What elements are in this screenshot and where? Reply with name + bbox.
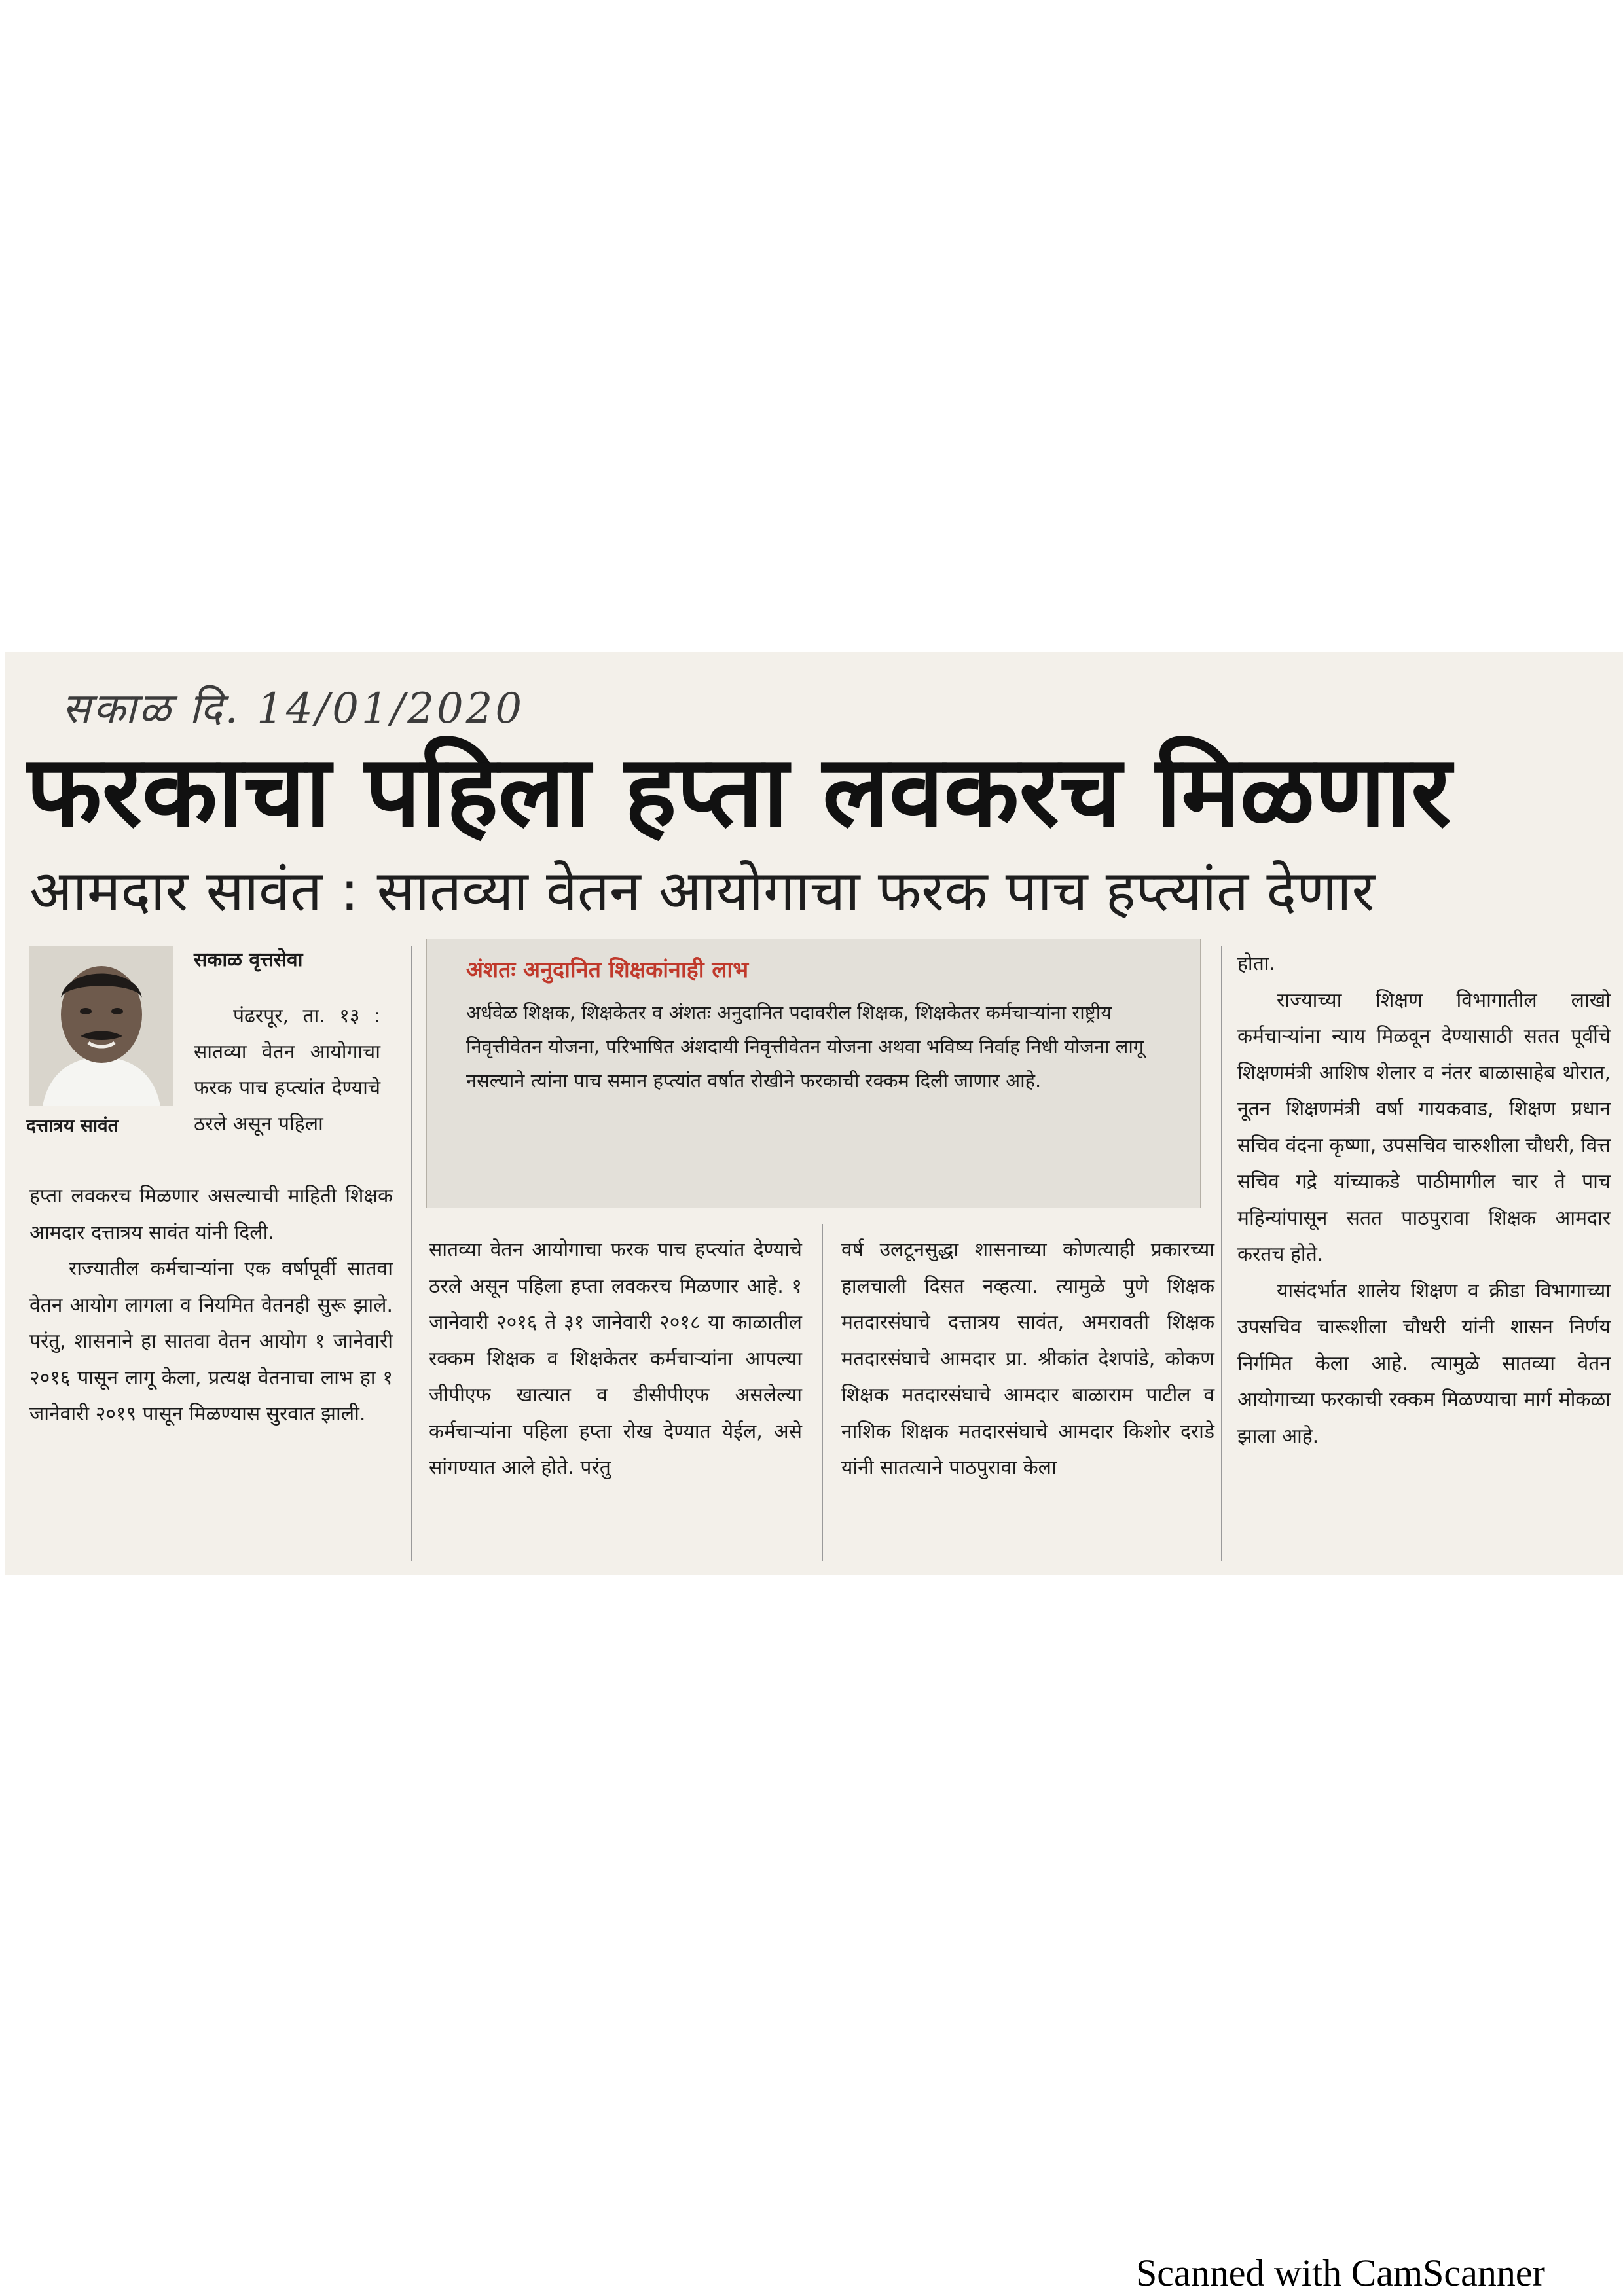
column-divider [411,946,412,1561]
column-divider [822,1224,823,1561]
box-title: अंशतः अनुदानित शिक्षकांनाही लाभ [466,957,749,983]
photo-caption: दत्तात्रय सावंत [26,1115,119,1136]
person-portrait-icon [29,946,173,1106]
sidebar-box [426,939,1201,1208]
column-1-paragraph-1: हप्ता लवकरच मिळणार असल्याची माहिती शिक्षक आमदार दत्तात्रय सावंत यांनी दिली. [29,1185,393,1244]
column-2-paragraph: सातव्या वेतन आयोगाचा फरक पाच हप्त्यांत देण्याचे ठरले असून पहिला हप्ता लवकरच मिळणार आहे. १ जानेवारी २०१६ ते ३१ जानेवारी २०१८ या काळातील रक्कम शिक्षक व शिक्षकेतर कर्मचाऱ्यांना आपल्या जीपीएफ खात्यात व डीसीपीएफ असलेल्या कर्मचाऱ्यांना पहिला हप्ता रोख देण्यात येईल, असे सांगण्यात आले होते. परंतु [429,1238,802,1479]
article-intro [194,998,380,1142]
column-4-paragraph-2: यासंदर्भात शालेय शिक्षण व क्रीडा विभागाच्या उपसचिव चारूशीला चौधरी यांनी शासन निर्णय निर्गमित केला आहे. त्यामुळे सातव्या वेतन आयोगाच्या फरकाची रक्कम मिळण्याचा मार्ग मोकळा झाला आहे. [1237,1279,1611,1448]
dateline-location: पंढरपूर, ता. [233,1005,325,1028]
article-column-1 [29,1178,393,1433]
article-column-3 [841,1232,1214,1486]
article-column-2 [429,1232,802,1486]
column-4-paragraph-1: राज्याच्या शिक्षण विभागातील लाखो कर्मचाऱ्यांना न्याय मिळवून देण्यासाठी सतत पूर्वीचे शिक्षणमंत्री आशिष शेलार व नंतर बाळासाहेब थोरात, नूतन शिक्षणमंत्री वर्षा गायकवाड, शिक्षण प्रधान सचिव वंदना कृष्णा, उपसचिव चारुशीला चौधरी, वित्त सचिव गद्रे यांच्याकडे पाठीमागील चार ते पाच महिन्यांपासून सतत पाठपुरावा शिक्षक आमदार करतच होते. [1237,988,1611,1266]
box-text: अर्धवेळ शिक्षक, शिक्षकेतर व अंशतः अनुदानित पदावरील शिक्षक, शिक्षकेतर कर्मचाऱ्यांना राष्ट्रीय निवृत्तीवेतन योजना, परिभाषित अंशदायी निवृत्तीवेतन योजना अथवा भविष्य निर्वाह निधी योजना लागू नसल्याने त्यांना पाच समान हप्त्यांत वर्षात रोखीने फरकाची रक्कम दिली जाणार आहे. [466,1001,1144,1092]
article-column-4 [1237,946,1611,1454]
column-1-paragraph-2: राज्यातील कर्मचाऱ्यांना एक वर्षापूर्वी सातवा वेतन आयोग लागला व नियमित वेतनही सुरू झाले. परंतु, शासनाने हा सातवा वेतन आयोग १ जानेवारी २०१६ पासून लागू केला, प्रत्यक्ष वेतनाचा लाभ हा १ जानेवारी २०१९ पासून मिळण्यास सुरवात झाली. [29,1257,393,1426]
column-3-paragraph: वर्ष उलटूनसुद्धा शासनाच्या कोणत्याही प्रकारच्या हालचाली दिसत नव्हत्या. त्यामुळे पुणे शिक्षक मतदारसंघाचे दत्तात्रय सावंत, अमरावती शिक्षक मतदारसंघाचे आमदार प्रा. श्रीकांत देशपांडे, कोकण शिक्षक मतदारसंघाचे आमदार बाळाराम पाटील व नाशिक शिक्षक मतदारसंघाचे आमदार किशोर दराडे यांनी सातत्याने पाठपुरावा केला [841,1238,1214,1479]
column-divider [1221,946,1222,1561]
scanner-watermark: Scanned with CamScanner [1136,2251,1545,2294]
byline: सकाळ वृत्तसेवा [194,948,303,971]
author-photo [29,946,173,1106]
intro-text: १३ : सातव्या वेतन आयोगाचा फरक पाच हप्त्यांत देण्याचे ठरले असून पहिला [194,1005,380,1136]
article-headline: फरकाचा पहिला हप्ता लवकरच मिळणार [26,735,1451,849]
article-subheadline: आमदार सावंत : सातव्या वेतन आयोगाचा फरक पाच हप्त्यांत देणार [29,859,1375,924]
column-4-lead: होता. [1237,952,1276,975]
handwritten-date-note: सकाळ दि. 14/01/2020 [62,685,525,733]
